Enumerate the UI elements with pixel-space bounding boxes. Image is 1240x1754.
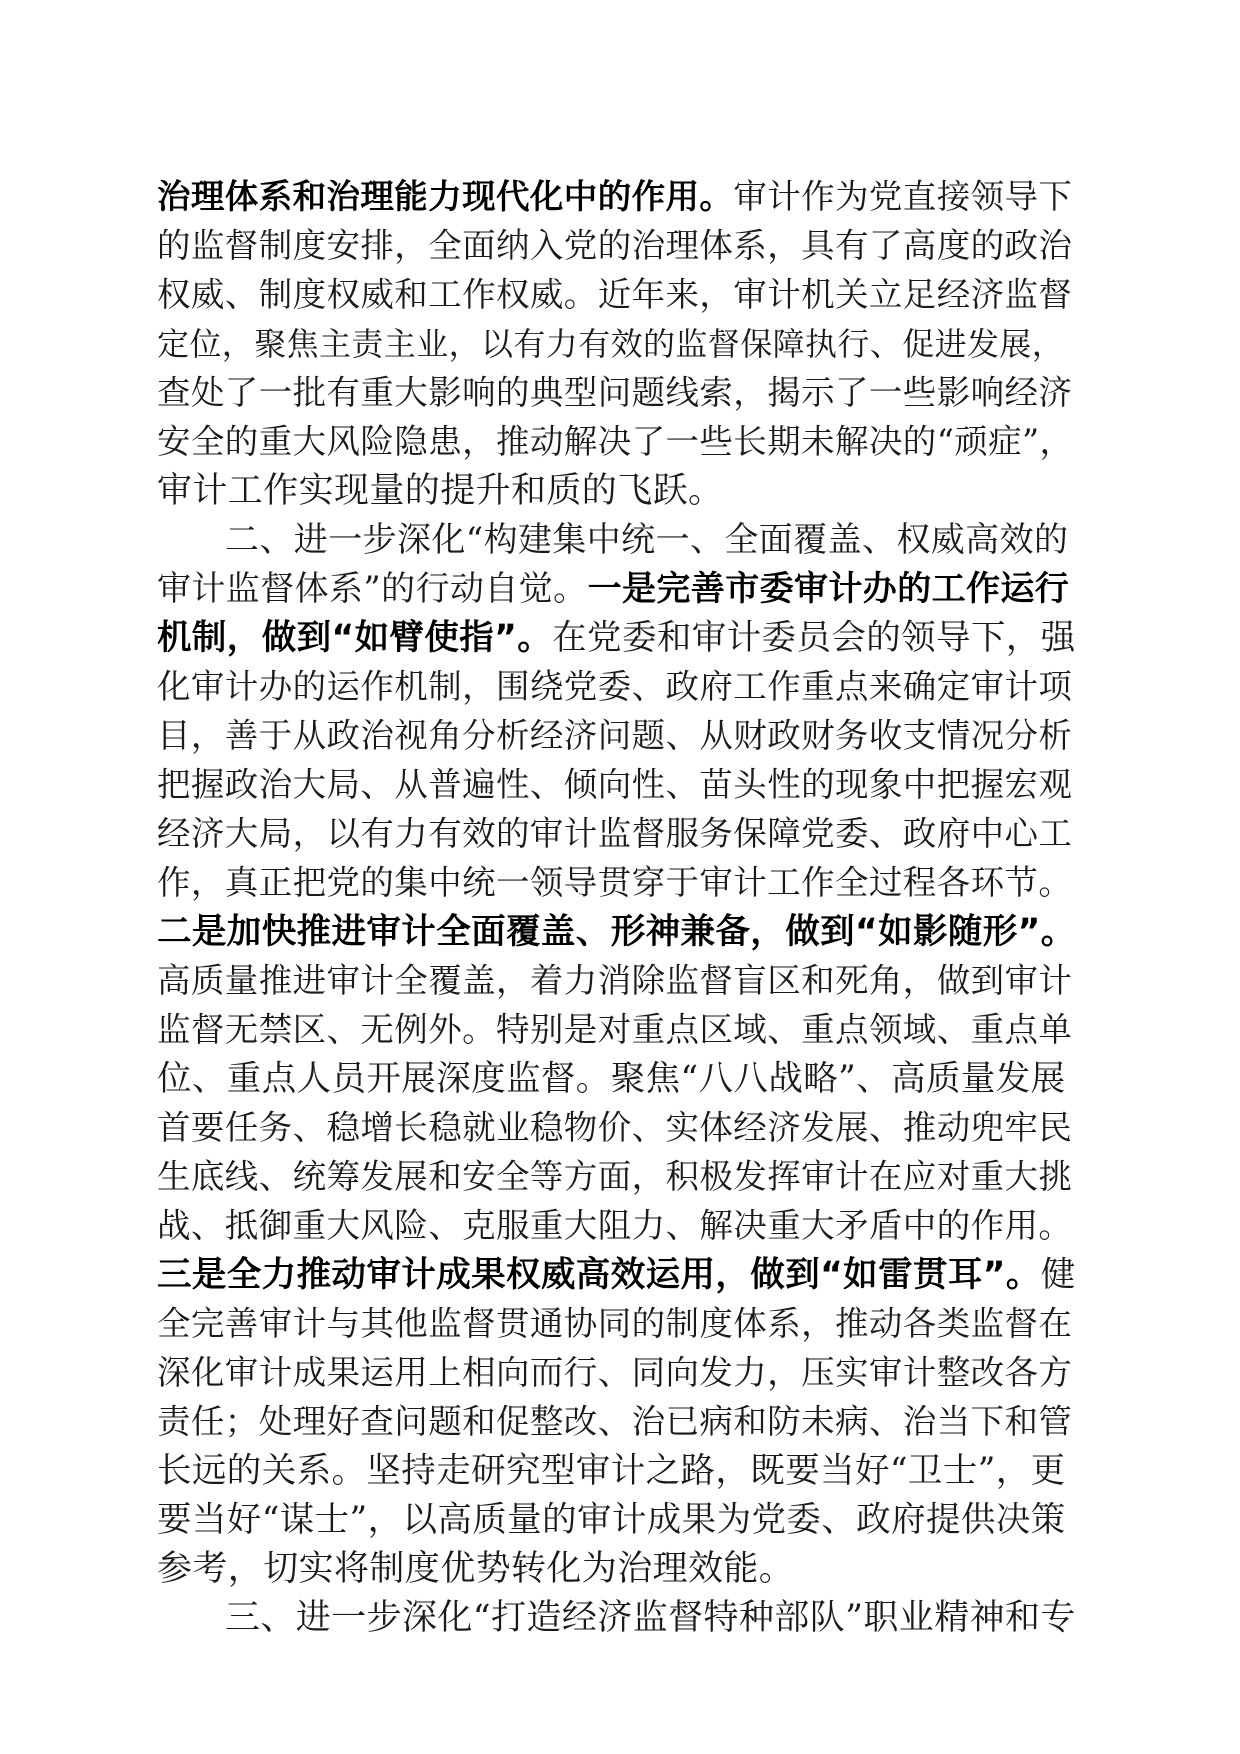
text-run: 三、进一步深化“打造经济监督特种部队”职业精神和专 [225,1598,1076,1638]
text-line [157,1251,1077,1299]
text-run: 定位，聚焦主责主业，以有力有效的监督保障执行、促进发展， [157,325,1065,363]
text-line [157,271,1077,319]
text-run: 高质量推进审计全覆盖，着力消除监督盲区和死角，做到审计 [157,961,1073,1000]
text-run: 审计工作实现量的提升和质的飞跃。 [157,471,724,511]
text-line [157,1202,1077,1250]
text-run: 在党委和审计委员会的领导下，强 [552,618,1076,658]
text-run: 权威、制度权威和工作权威。近年来，审计机关立足经济监督 [157,275,1073,314]
text-run: 长远的关系。坚持走研究型审计之路，既要当好“卫士”，更 [157,1451,1066,1491]
text-line [157,1055,1077,1103]
text-line [157,810,1077,858]
text-run: 要当好“谋士”，以高质量的审计成果为党委、政府提供决策 [157,1500,1066,1540]
text-run: 全完善审计与其他监督贯通协同的制度体系，推动各类监督在 [157,1304,1073,1343]
text-run: 生底线、统筹发展和安全等方面，积极发挥审计在应对重大挑 [157,1157,1073,1196]
text-line [157,369,1077,417]
text-line [157,320,1077,368]
text-run: 位、重点人员开展深度监督。聚焦“八八战略”、高质量发展 [157,1059,1066,1099]
text-line [157,859,1077,907]
bold-phrase: 机制，做到“如臂使指”。 [157,618,553,658]
text-run: 审计作为党直接领导下 [733,177,1073,216]
text-run: 战、抵御重大风险、克服重大阻力、解决重大矛盾中的作用。 [157,1206,1073,1245]
text-run: 安全的重大风险隐患，推动解决了一些长期未解决的“顽症”， [157,422,1074,461]
text-run: 把握政治大局、从普遍性、倾向性、苗头性的现象中把握宏观 [157,765,1073,804]
text-run: 健 [1040,1255,1076,1295]
text-line [157,663,1077,711]
text-run: 责任；处理好查问题和促整改、治已病和防未病、治当下和管 [157,1402,1073,1441]
text-line [157,1545,1077,1593]
text-run: 二、进一步深化“构建集中统一、全面覆盖、权威高效的 [225,520,1069,560]
text-run: 深化审计成果运用上相向而行、同向发力，压实审计整改各方 [157,1353,1073,1392]
text-line [157,614,1077,662]
section-heading-line [225,516,1077,564]
section-heading-line [225,1594,1077,1642]
text-run: 审计监督体系”的行动自觉。 [157,569,588,609]
text-run: 经济大局，以有力有效的审计监督服务保障党委、政府中心工 [157,814,1073,853]
text-run: 化审计办的运作机制，围绕党委、政府工作重点来确定审计项 [157,667,1073,706]
text-run: 监督无禁区、无例外。特别是对重点区域、重点领域、重点单 [157,1010,1073,1049]
text-run: 作，真正把党的集中统一领导贯穿于审计工作全过程各环节。 [157,863,1073,902]
text-line [157,1349,1077,1397]
bold-phrase: 三是全力推动审计成果权威高效运用，做到“如雷贯耳”。 [157,1255,1041,1295]
text-line [157,467,1077,515]
text-line [157,222,1077,270]
text-line [157,1300,1077,1348]
text-line [157,1104,1077,1152]
text-line [157,418,1077,466]
text-line [157,761,1077,809]
text-line [157,957,1077,1005]
text-run: 首要任务、稳增长稳就业稳物价、实体经济发展、推动兜牢民 [157,1108,1073,1147]
text-line [157,712,1077,760]
text-line [157,1006,1077,1054]
text-line [157,565,1077,613]
text-line [157,908,1077,956]
text-line [157,1153,1077,1201]
bold-phrase: 治理体系和治理能力现代化中的作用。 [157,177,734,216]
text-line [157,1447,1077,1495]
text-run: 目，善于从政治视角分析经济问题、从财政财务收支情况分析 [157,716,1073,755]
text-run: 查处了一批有重大影响的典型问题线索，揭示了一些影响经济 [157,373,1073,412]
bold-phrase: 二是加快推进审计全面覆盖、形神兼备，做到“如影随形”。 [157,912,1076,952]
bold-phrase: 一是完善市委审计办的工作运行 [587,569,1070,609]
text-line [157,1496,1077,1544]
text-line [157,1398,1077,1446]
text-run: 的监督制度安排，全面纳入党的治理体系，具有了高度的政治 [157,226,1073,265]
text-line [157,173,1077,221]
text-run: 参考，切实将制度优势转化为治理效能。 [157,1549,795,1589]
